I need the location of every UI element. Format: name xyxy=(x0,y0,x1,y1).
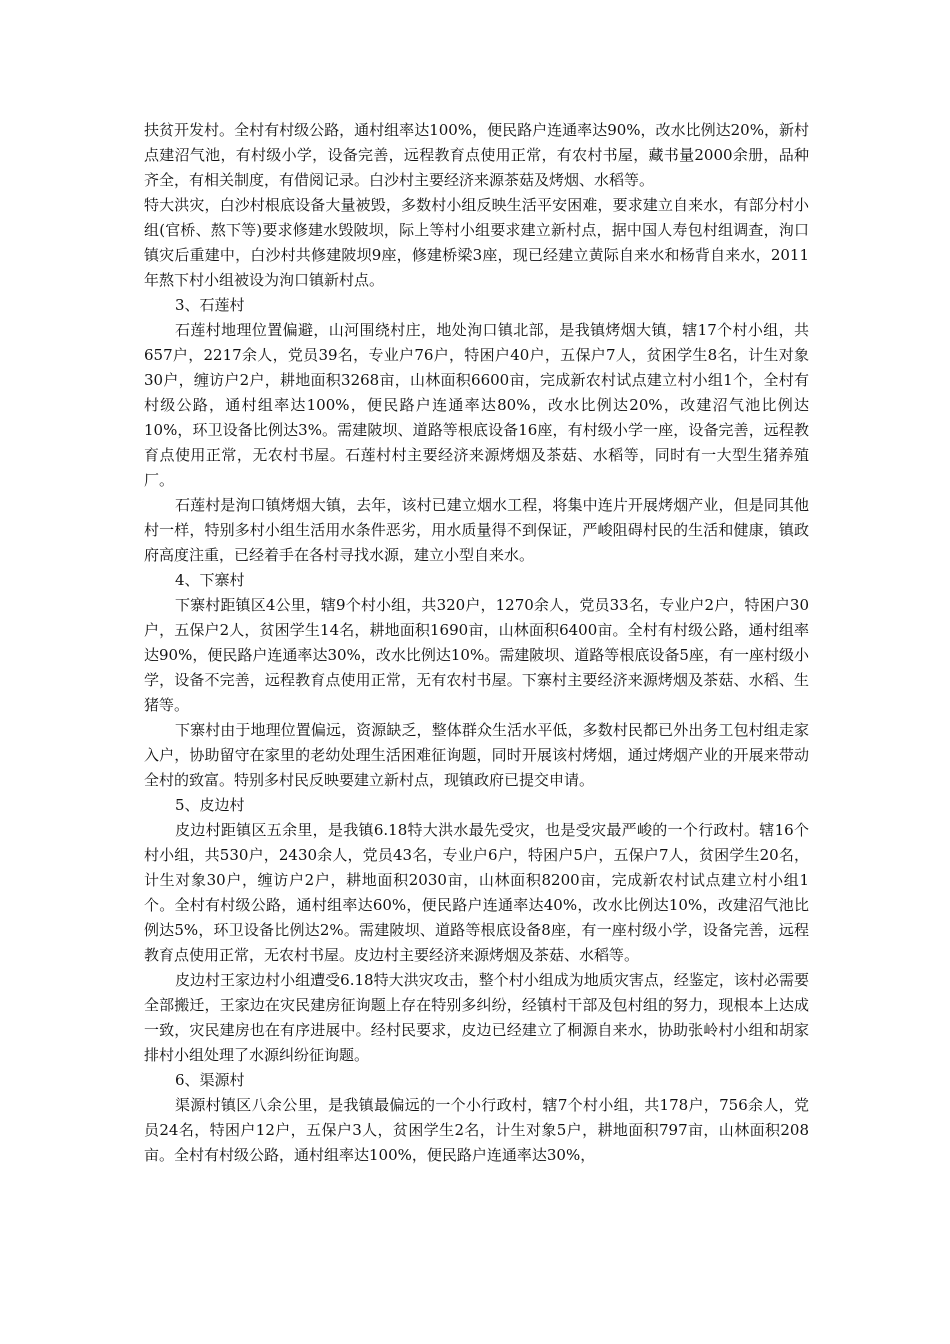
section-heading-quyuan: 6、渠源村 xyxy=(175,1071,245,1089)
paragraph-pibian-overview: 皮边村距镇区五余里，是我镇6.18特大洪水最先受灾，也是受灾最严峻的一个行政村。辖16个村小组，共530户，2430余人，党员43名，专业户6户，特困户5户，五保户7人，贫困学生20名，计生对象30户，缠访户2户，耕地面积2030亩，山林面积8200亩，完成新农村试点建立村小组1个。全村有村级公路，通村组率达60%，便民路户连通率达40%，改水比例达10%，改建沼气池比例达5%，环卫设备比例达2%。需建陂坝、道路等根底设备8座，有一座村级小学，设备完善，远程教育点使用正常，无农村书屋。皮边村主要经济来源烤烟及茶菇、水稻等。 xyxy=(144,821,809,964)
paragraph-quyuan-overview: 渠源村镇区八余公里，是我镇最偏远的一个小行政村，辖7个村小组，共178户，756余人，党员24名，特困户12户，五保户3人，贫困学生2名，计生对象5户，耕地面积797亩，山林面积208亩。全村有村级公路，通村组率达100%，便民路户连通率达30%， xyxy=(144,1096,809,1164)
section-heading-pibian: 5、皮边村 xyxy=(175,796,245,814)
paragraph-baisha-flood: 特大洪灾，白沙村根底设备大量被毁，多数村小组反映生活平安困难，要求建立自来水，有部分村小组(官桥、熬下等)要求修建水毁陂坝，际上等村小组要求建立新村点，据中国人寿包村组调查，洵口镇灾后重建中，白沙村共修建陂坝9座，修建桥梁3座，现已经建立黄际自来水和杨背自来水，2011年熬下村小组被设为洵口镇新村点。 xyxy=(144,196,809,289)
section-heading-xiazhai: 4、下寨村 xyxy=(175,571,245,589)
paragraph-pibian-relocation: 皮边村王家边村小组遭受6.18特大洪灾攻击，整个村小组成为地质灾害点，经鉴定，该村必需要全部搬迁，王家边在灾民建房征询题上存在特别多纠纷，经镇村干部及包村组的努力，现根本上达成一致，灾民建房也在有序进展中。经村民要求，皮边已经建立了桐源自来水，协助张岭村小组和胡家排村小组处理了水源纠纷征询题。 xyxy=(144,971,809,1064)
paragraph-shilian-overview: 石莲村地理位置偏避，山河围绕村庄，地处洵口镇北部，是我镇烤烟大镇，辖17个村小组，共657户，2217余人，党员39名，专业户76户，特困户40户，五保户7人，贫困学生8名，计生对象30户，缠访户2户，耕地面积3268亩，山林面积6600亩，完成新农村试点建立村小组1个，全村有村级公路，通村组率达100%，便民路户连通率达80%，改水比例达20%，改建沼气池比例达10%，环卫设备比例达3%。需建陂坝、道路等根底设备16座，有村级小学一座，设备完善，远程教育点使用正常，无农村书屋。石莲村村主要经济来源烤烟及茶菇、水稻等，同时有一大型生猪养殖厂。 xyxy=(144,321,809,489)
section-heading-shilian: 3、石莲村 xyxy=(175,296,245,314)
document-page xyxy=(144,118,809,1168)
paragraph-xiazhai-overview: 下寨村距镇区4公里，辖9个村小组，共320户，1270余人，党员33名，专业户2户，特困户30户，五保户2人，贫困学生14名，耕地面积1690亩，山林面积6400亩。全村有村级公路，通村组率达90%，便民路户连通率达30%，改水比例达10%。需建陂坝、道路等根底设备5座，有一座村级小学，设备不完善，远程教育点使用正常，无有农村书屋。下寨村主要经济来源烤烟及茶菇、水稻、生猪等。 xyxy=(144,596,809,714)
paragraph-shilian-water: 石莲村是洵口镇烤烟大镇，去年，该村已建立烟水工程，将集中连片开展烤烟产业，但是同其他村一样，特别多村小组生活用水条件恶劣，用水质量得不到保证，严峻阻碍村民的生活和健康，镇政府高度注重，已经着手在各村寻找水源，建立小型自来水。 xyxy=(144,496,809,564)
paragraph-baisha-overview: 扶贫开发村。全村有村级公路，通村组率达100%，便民路户连通率达90%，改水比例达20%，新村点建沼气池，有村级小学，设备完善，远程教育点使用正常，有农村书屋，藏书量2000余册，品种齐全，有相关制度，有借阅记录。白沙村主要经济来源茶菇及烤烟、水稻等。 xyxy=(144,121,809,189)
paragraph-xiazhai-development: 下寨村由于地理位置偏远，资源缺乏，整体群众生活水平低，多数村民都已外出务工包村组走家入户，协助留守在家里的老幼处理生活困难征询题，同时开展该村烤烟，通过烤烟产业的开展来带动全村的致富。特别多村民反映要建立新村点，现镇政府已提交申请。 xyxy=(144,721,809,789)
